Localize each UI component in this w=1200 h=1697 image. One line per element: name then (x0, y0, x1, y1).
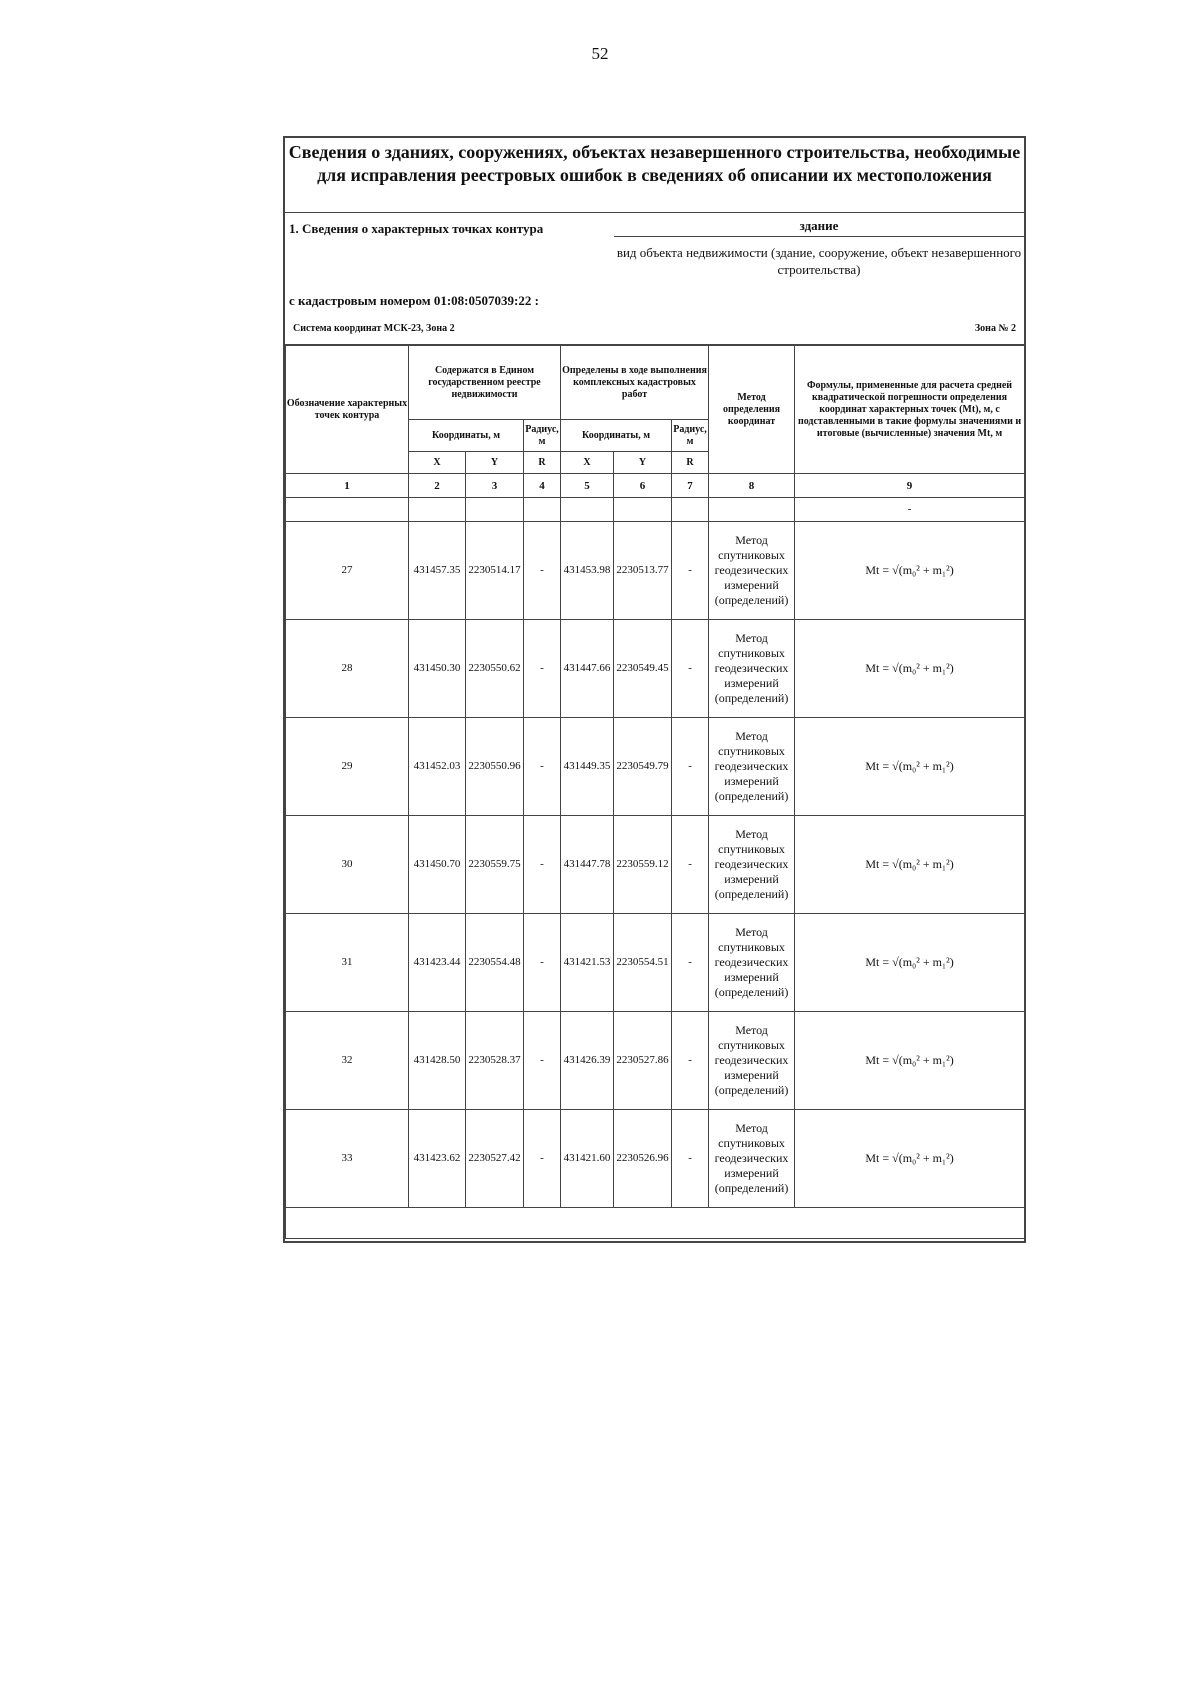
works-y: 2230554.51 (614, 914, 672, 1012)
object-type: здание (614, 218, 1024, 237)
works-y: 2230549.45 (614, 620, 672, 718)
method-cell: Метод спутниковых геодезических измерений (определений) (709, 522, 795, 620)
works-x: 431421.53 (561, 914, 614, 1012)
egrn-x: 431423.62 (409, 1110, 466, 1208)
works-x: 431449.35 (561, 718, 614, 816)
section-header (285, 213, 1024, 345)
table-row (286, 1110, 1025, 1208)
point-id: 32 (286, 1012, 409, 1110)
points-body (286, 522, 1025, 1208)
method-cell: Метод спутниковых геодезических измерений (определений) (709, 1110, 795, 1208)
point-id: 33 (286, 1110, 409, 1208)
works-y: 2230527.86 (614, 1012, 672, 1110)
col-number: 5 (561, 474, 614, 498)
col-number: 8 (709, 474, 795, 498)
header-coords-1: Координаты, м (409, 420, 524, 452)
table-row (286, 620, 1025, 718)
formula-cell: Mt = √(m₀² + m₁²) (795, 620, 1025, 718)
header-r-1: R (524, 452, 561, 474)
header-works: Определены в ходе выполнения комплексных кадастровых работ (561, 346, 709, 420)
col-number: 3 (466, 474, 524, 498)
table-row (286, 816, 1025, 914)
point-id: 29 (286, 718, 409, 816)
works-y: 2230513.77 (614, 522, 672, 620)
egrn-x: 431450.70 (409, 816, 466, 914)
table-row (286, 1012, 1025, 1110)
egrn-y: 2230528.37 (466, 1012, 524, 1110)
egrn-r: - (524, 718, 561, 816)
egrn-r: - (524, 620, 561, 718)
egrn-x: 431450.30 (409, 620, 466, 718)
header-radius-2: Радиус, м (672, 420, 709, 452)
header-x-2: X (561, 452, 614, 474)
point-id: 30 (286, 816, 409, 914)
footer-row (286, 1208, 1025, 1239)
header-radius-1: Радиус, м (524, 420, 561, 452)
point-id: 31 (286, 914, 409, 1012)
works-x: 431447.66 (561, 620, 614, 718)
egrn-x: 431428.50 (409, 1012, 466, 1110)
method-cell: Метод спутниковых геодезических измерений (определений) (709, 914, 795, 1012)
egrn-y: 2230550.96 (466, 718, 524, 816)
works-r: - (672, 816, 709, 914)
point-id: 28 (286, 620, 409, 718)
header-y-2: Y (614, 452, 672, 474)
col-number: 2 (409, 474, 466, 498)
point-id: 27 (286, 522, 409, 620)
header-coords-2: Координаты, м (561, 420, 672, 452)
header-egrn: Содержатся в Едином государственном реестре недвижимости (409, 346, 561, 420)
egrn-x: 431452.03 (409, 718, 466, 816)
egrn-r: - (524, 914, 561, 1012)
works-r: - (672, 1012, 709, 1110)
egrn-r: - (524, 816, 561, 914)
egrn-y: 2230559.75 (466, 816, 524, 914)
zone-label: Зона № 2 (974, 323, 1016, 334)
formula-cell: Mt = √(m₀² + m₁²) (795, 914, 1025, 1012)
header-point: Обозначение характерных точек контура (286, 346, 409, 474)
method-cell: Метод спутниковых геодезических измерений (определений) (709, 620, 795, 718)
formula-cell: Mt = √(m₀² + m₁²) (795, 718, 1025, 816)
egrn-y: 2230554.48 (466, 914, 524, 1012)
header-x-1: X (409, 452, 466, 474)
header-r-2: R (672, 452, 709, 474)
coordinate-system: Система координат МСК-23, Зона 2 (293, 323, 455, 334)
formula-cell: Mt = √(m₀² + m₁²) (795, 1012, 1025, 1110)
empty-row (286, 498, 1025, 522)
formula-cell: Mt = √(m₀² + m₁²) (795, 1110, 1025, 1208)
table-row (286, 914, 1025, 1012)
cadastral-number: с кадастровым номером 01:08:0507039:22 : (289, 293, 539, 308)
works-x: 431447.78 (561, 816, 614, 914)
works-x: 431426.39 (561, 1012, 614, 1110)
col-number: 4 (524, 474, 561, 498)
document-sheet (283, 136, 1026, 1243)
works-r: - (672, 522, 709, 620)
col-number: 7 (672, 474, 709, 498)
works-x: 431453.98 (561, 522, 614, 620)
egrn-r: - (524, 1110, 561, 1208)
col-number: 9 (795, 474, 1025, 498)
object-type-hint: вид объекта недвижимости (здание, сооружение, объект незавершенного строительства) (616, 245, 1022, 277)
page-number: 52 (591, 44, 609, 63)
works-y: 2230559.12 (614, 816, 672, 914)
works-r: - (672, 914, 709, 1012)
header-method: Метод определения координат (709, 346, 795, 474)
header-y-1: Y (466, 452, 524, 474)
method-cell: Метод спутниковых геодезических измерений (определений) (709, 1012, 795, 1110)
works-r: - (672, 620, 709, 718)
points-table (285, 345, 1025, 1239)
works-y: 2230526.96 (614, 1110, 672, 1208)
col-number: 1 (286, 474, 409, 498)
works-y: 2230549.79 (614, 718, 672, 816)
egrn-x: 431423.44 (409, 914, 466, 1012)
egrn-r: - (524, 1012, 561, 1110)
method-cell: Метод спутниковых геодезических измерений (определений) (709, 718, 795, 816)
formula-cell: Mt = √(m₀² + m₁²) (795, 522, 1025, 620)
egrn-y: 2230527.42 (466, 1110, 524, 1208)
egrn-r: - (524, 522, 561, 620)
works-r: - (672, 1110, 709, 1208)
section-title: 1. Сведения о характерных точках контура (289, 221, 544, 236)
egrn-x: 431457.35 (409, 522, 466, 620)
formula-cell: Mt = √(m₀² + m₁²) (795, 816, 1025, 914)
works-r: - (672, 718, 709, 816)
egrn-y: 2230550.62 (466, 620, 524, 718)
empty-dash: - (795, 498, 1025, 522)
works-x: 431421.60 (561, 1110, 614, 1208)
header-formula: Формулы, примененные для расчета средней квадратической погрешности определения координат характерных точек (Mt), м, с подставленными в такие формулы значениями и итоговые (вычисленные) значения Mt, м (795, 346, 1025, 474)
table-row (286, 522, 1025, 620)
egrn-y: 2230514.17 (466, 522, 524, 620)
document-title: Сведения о зданиях, сооружениях, объектах незавершенного строительства, необходимые для исправления реестровых ошибок в сведениях об описании их местоположения (285, 138, 1024, 213)
table-row (286, 718, 1025, 816)
col-number: 6 (614, 474, 672, 498)
column-numbers-row (286, 474, 1025, 498)
method-cell: Метод спутниковых геодезических измерений (определений) (709, 816, 795, 914)
